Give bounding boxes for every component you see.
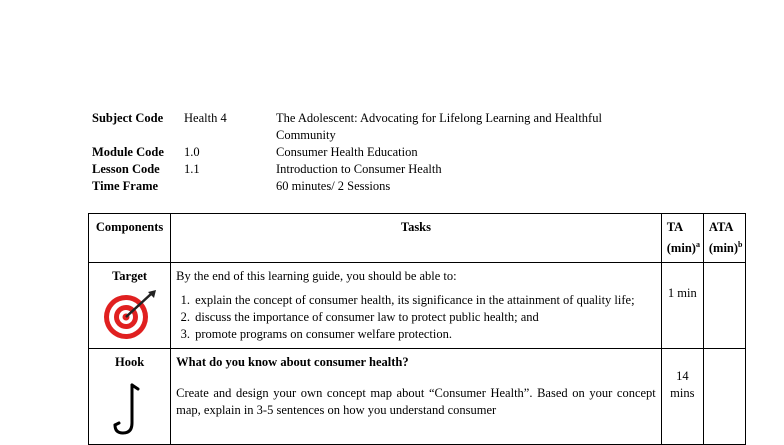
hook-ta-unit: mins	[670, 386, 695, 401]
hook-component-cell	[89, 349, 171, 445]
hook-question: What do you know about consumer health?	[176, 355, 409, 370]
module-code-label: Module Code	[92, 145, 164, 159]
subject-description: The Adolescent: Advocating for Lifelong Learning and Healthful Community	[276, 111, 602, 142]
target-component-cell	[89, 263, 171, 349]
subject-code-value: Health 4	[184, 111, 227, 125]
module-row	[92, 144, 692, 161]
ata-header	[703, 214, 745, 263]
subject-code-label: Subject Code	[92, 111, 164, 125]
ta-header-sup: a	[695, 240, 700, 249]
target-component-label: Target	[112, 269, 148, 284]
target-ta-value: 1 min	[667, 286, 697, 301]
components-header: Components	[89, 214, 171, 263]
ata-header-unit: (min)	[708, 241, 739, 256]
ta-header-label: TA	[666, 220, 684, 234]
target-intro: By the end of this learning guide, you should be able to:	[176, 269, 457, 284]
target-tasks-cell	[171, 263, 662, 349]
table-header-row	[89, 214, 746, 263]
subject-row	[92, 110, 692, 144]
objective-item: 1. explain the concept of consumer health, its significance in the attainment of quality life;	[193, 292, 656, 309]
hook-ta-number: 14	[676, 369, 689, 384]
hook-tasks-cell	[171, 349, 662, 445]
module-code-value: 1.0	[184, 145, 200, 159]
lesson-code-value: 1.1	[184, 162, 200, 176]
time-frame-spacer	[184, 178, 276, 195]
objectives-list	[176, 292, 656, 343]
objective-item: 2. discuss the importance of consumer law to protect public health; and	[193, 309, 656, 326]
hook-row	[89, 349, 746, 445]
hook-ata-cell	[703, 349, 745, 445]
learning-guide-table	[88, 213, 746, 445]
hook-component-label: Hook	[114, 355, 145, 370]
lesson-code-label: Lesson Code	[92, 162, 160, 176]
target-ata-cell	[703, 263, 745, 349]
ata-header-label: ATA	[708, 220, 734, 234]
fishing-hook-icon	[110, 379, 150, 439]
ta-header-unit: (min)	[666, 241, 696, 256]
time-frame-value: 60 minutes/ 2 Sessions	[276, 179, 391, 193]
time-frame-label: Time Frame	[92, 179, 159, 193]
document-header	[92, 110, 692, 195]
ata-header-sup: b	[738, 240, 743, 249]
hook-ta-cell	[661, 349, 703, 445]
time-row	[92, 178, 692, 195]
module-description: Consumer Health Education	[276, 145, 418, 159]
hook-instructions: Create and design your own concept map about “Consumer Health”. Based on your concept map, explain in 3-5 sentences on how you understand consumer	[176, 386, 656, 418]
target-icon	[101, 289, 159, 341]
ta-header	[661, 214, 703, 263]
target-ta-cell	[661, 263, 703, 349]
target-row	[89, 263, 746, 349]
objective-item: 3. promote programs on consumer welfare protection.	[193, 326, 656, 343]
lesson-description: Introduction to Consumer Health	[276, 162, 442, 176]
lesson-row	[92, 161, 692, 178]
tasks-header: Tasks	[171, 214, 662, 263]
